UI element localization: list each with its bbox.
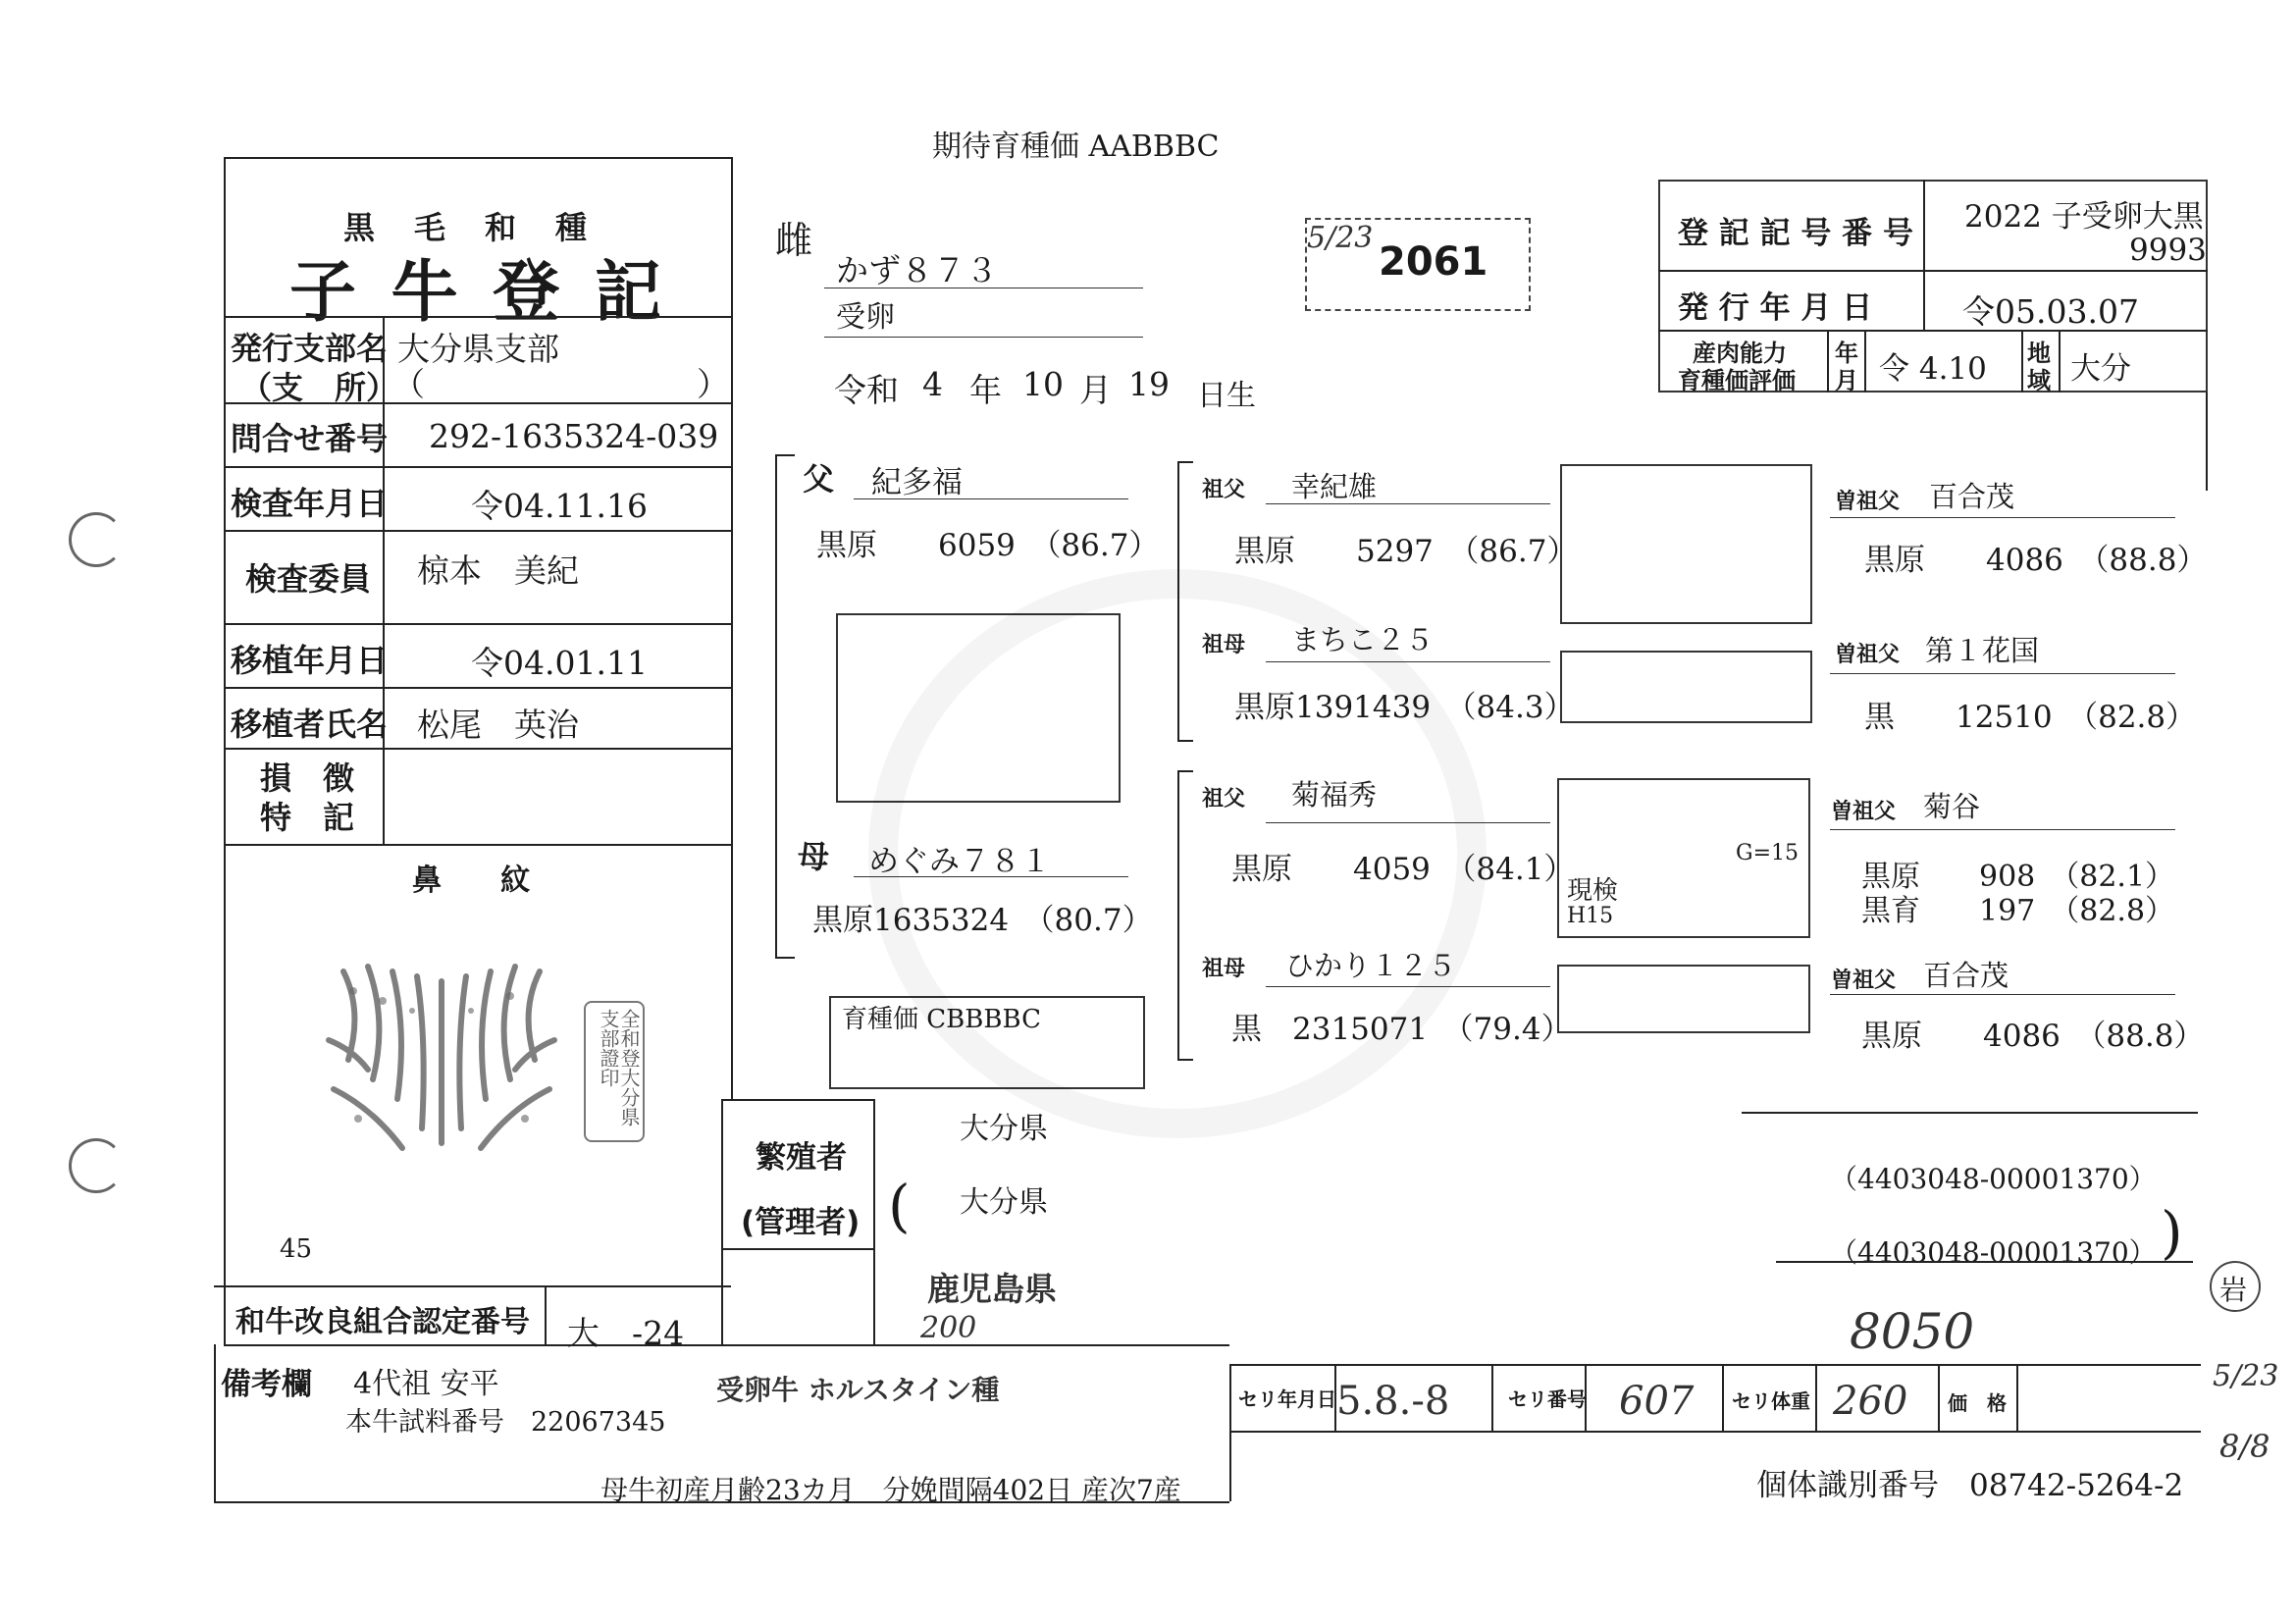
reg-value-1: 2022 子受卵大黒 (1964, 199, 2204, 235)
inquiry-number: 292-1635324-039 (429, 417, 719, 455)
gf2-underline (1266, 822, 1550, 823)
holstein-stamp: 受卵牛 ホルスタイン種 (716, 1374, 1000, 1406)
gf1-registration: 黒原 5297 （86.7） (1234, 534, 1578, 569)
ggf3-underline (1830, 829, 2175, 830)
divider (721, 1248, 873, 1250)
breeder-label: 繁殖者 (756, 1140, 847, 1176)
mother-name: めぐみ７８１ (868, 844, 1051, 879)
damage-label-2: 特 記 (260, 799, 355, 836)
birth-month-unit: 月 (1079, 371, 1112, 409)
birth-era: 令和 (834, 371, 899, 409)
divider (1229, 1364, 1231, 1431)
birth-day-unit: 日生 (1197, 379, 1256, 413)
ggf2-underline (1830, 673, 2175, 674)
father-registration: 黒原 6059 （86.7） (816, 528, 1160, 563)
remarks-line-2: 本牛試料番号 22067345 (345, 1407, 666, 1438)
divider (224, 623, 731, 625)
divider (2059, 330, 2061, 393)
auction-number-value: 607 (1619, 1379, 1695, 1424)
gm1-registration: 黒原1391439 （84.3） (1234, 690, 1575, 725)
margin-date-2: 8/8 (2219, 1428, 2270, 1465)
gf1-label: 祖父 (1202, 478, 1246, 502)
gf2-label: 祖父 (1202, 787, 1246, 812)
manager-id: （4403048-00001370） (1830, 1236, 2157, 1269)
binder-hole (69, 1138, 124, 1193)
inquiry-label: 問合せ番号 (231, 420, 389, 457)
page-title: 子 牛 登 記 (289, 254, 668, 332)
ggf1-underline (1830, 517, 2175, 518)
ggf1-name: 百合茂 (1929, 480, 2015, 513)
divider (1776, 1261, 2193, 1263)
ym-label: 年 (1835, 340, 1858, 367)
gm2-registration: 黒 2315071 （79.4） (1231, 1012, 1572, 1047)
gf2-name: 菊福秀 (1291, 778, 1378, 812)
manager-prefecture: 大分県 (960, 1185, 1048, 1220)
divider (214, 1285, 731, 1287)
divider (224, 748, 731, 750)
gm1-underline (1266, 661, 1550, 662)
animal-type: 受卵 (836, 300, 895, 335)
auction-date-value: 5.8.-8 (1336, 1379, 1450, 1424)
divider (224, 466, 731, 468)
ggf1-label: 曽祖父 (1835, 490, 1901, 514)
divider (1658, 270, 2208, 272)
expected-breeding-value: 期待育種価 AABBBC (932, 130, 1220, 164)
type-underline (824, 337, 1143, 338)
sex-label: 雌 (775, 219, 813, 262)
ggf3-label: 曽祖父 (1831, 800, 1897, 824)
gf1-name: 幸紀雄 (1291, 470, 1378, 503)
gf2-registration: 黒原 4059 （84.1） (1231, 852, 1575, 887)
margin-circle-stamp (2210, 1261, 2261, 1312)
remarks-line-1: 4代祖 安平 (353, 1367, 499, 1401)
auction-bottom (1229, 1431, 2201, 1433)
frame-left (224, 157, 226, 1344)
breeder-paren-open: ( (888, 1173, 911, 1239)
branch-paren-open: （ (392, 365, 425, 403)
seal-text: 全和登大分県支部證印 (597, 1009, 641, 1126)
reg-label: 登 記 記 号 番 号 (1678, 216, 1913, 251)
gm2-box (1557, 965, 1810, 1033)
manager-label: (管理者) (741, 1205, 861, 1240)
breeder-id: （4403048-00001370） (1830, 1163, 2157, 1195)
kagoshima-stamp: 鹿児島県 (927, 1270, 1057, 1308)
auction-weight-value: 260 (1833, 1379, 1908, 1424)
binder-hole (69, 512, 124, 567)
ggf4-name: 百合茂 (1923, 959, 2009, 992)
gm1-label: 祖母 (1202, 633, 1246, 657)
father-label: 父 (803, 460, 835, 497)
transplant-date-value: 令04.01.11 (471, 644, 648, 682)
branch-seal (584, 1001, 645, 1142)
ggf2-label: 曽祖父 (1835, 643, 1901, 667)
branch-paren-close: ） (697, 365, 729, 403)
breeding-value: 育種価 CBBBBC (842, 1005, 1041, 1034)
union-number: 大 -24 (567, 1314, 685, 1352)
divider (1815, 1364, 1817, 1431)
divider (224, 844, 731, 846)
branch-label-sub: （支 所） (240, 369, 398, 406)
g15-text: G=15 (1736, 841, 1800, 865)
inspect-date-value: 令04.11.16 (471, 487, 648, 525)
auction-price-label: 価 格 (1948, 1391, 2007, 1415)
divider (224, 402, 731, 404)
auction-number-label: セリ番号 (1508, 1387, 1587, 1411)
individual-id: 個体識別番号 08742-5264-2 (1756, 1468, 2184, 1503)
birth-year: 4 (922, 365, 943, 403)
h15-text: H15 (1567, 904, 1614, 928)
breeder-paren-close: ) (2161, 1199, 2183, 1266)
father-name: 紀多福 (871, 465, 963, 500)
gf1-underline (1266, 503, 1550, 504)
mother-label: 母 (798, 838, 830, 875)
stamp-handwriting: 5/23 (1307, 221, 1374, 255)
inspector-value: 椋本 美紀 (417, 551, 579, 590)
divider (224, 687, 731, 689)
frame-right (2206, 393, 2208, 491)
region-value: 大分 (2070, 351, 2131, 387)
issue-label: 発 行 年 月 日 (1678, 290, 1873, 326)
meat-label: 産肉能力 (1693, 340, 1787, 367)
label-column-divider (383, 316, 385, 846)
divider (1491, 1364, 1493, 1431)
nose-print-image (314, 952, 569, 1163)
branch-label: 発行支部名 (231, 330, 389, 367)
remarks-footer: 母牛初産月齢23カ月 分娩間隔402日 産次7産 (600, 1474, 1181, 1506)
handwritten-200: 200 (920, 1311, 977, 1345)
birth-day: 19 (1128, 365, 1170, 403)
reg-value-2: 9993 (2129, 233, 2207, 268)
gf1-photo-box (1560, 464, 1812, 624)
parent-bracket (775, 454, 795, 959)
nose-print-label: 鼻 紋 (412, 864, 530, 898)
issue-date: 令05.03.07 (1962, 292, 2139, 331)
divider (224, 316, 731, 318)
stamp-number: 2061 (1379, 239, 1488, 285)
branch-value: 大分県支部 (397, 330, 559, 368)
auction-top (1229, 1364, 2201, 1366)
breed-title: 黒 毛 和 種 (343, 209, 592, 246)
gm2-name: ひかり１２５ (1285, 949, 1457, 982)
ggf3-registration-2: 黒育 197 （82.8） (1861, 894, 2175, 928)
frame-divider (731, 157, 733, 1099)
genken-text: 現検 (1567, 876, 1619, 906)
gm1-name: まちこ２５ (1291, 623, 1435, 656)
divider (1742, 1112, 2198, 1114)
divider (2016, 1364, 2018, 1431)
frame-top-left (224, 157, 731, 159)
margin-date-1: 5/23 (2213, 1359, 2279, 1393)
transplant-date-label: 移植年月日 (231, 642, 389, 679)
birth-year-unit: 年 (969, 371, 1002, 409)
transplanter-label: 移植者氏名 (231, 706, 389, 743)
damage-label: 損 徴 (260, 759, 355, 797)
margin-circle-char: 岩 (2219, 1274, 2248, 1306)
frame-remarks-top (224, 1344, 1229, 1346)
divider (873, 1099, 875, 1344)
ggf3-name: 菊谷 (1923, 790, 1981, 823)
breeder-prefecture: 大分県 (960, 1112, 1048, 1146)
divider (721, 1099, 723, 1344)
transplanter-value: 松尾 英治 (417, 706, 579, 744)
divider (1864, 330, 1866, 393)
divider (1938, 1364, 1940, 1431)
animal-name: かず８７３ (836, 251, 998, 289)
region-label: 地 (2027, 340, 2051, 367)
ggf4-underline (1830, 994, 2175, 995)
divider (2021, 330, 2023, 393)
father-underline (854, 498, 1128, 499)
ggf4-registration: 黒原 4086 （88.8） (1861, 1019, 2205, 1054)
ggf2-registration: 黒 12510 （82.8） (1864, 700, 2197, 735)
divider (224, 530, 731, 532)
meat-label-2: 育種価評価 (1678, 367, 1796, 394)
handwritten-8050: 8050 (1850, 1303, 1975, 1360)
union-divider (545, 1285, 547, 1344)
divider (721, 1099, 873, 1101)
auction-date-label: セリ年月日 (1238, 1387, 1336, 1411)
nose-print-number: 45 (280, 1234, 313, 1264)
inspector-label: 検査委員 (245, 560, 372, 598)
mother-registration: 黒原1635324 （80.7） (812, 903, 1153, 938)
ym-value: 令 4.10 (1879, 351, 1987, 387)
gm2-label: 祖母 (1202, 957, 1246, 981)
registry-divider (1923, 180, 1925, 330)
frame-remarks-left (214, 1344, 216, 1501)
union-label: 和牛改良組合認定番号 (235, 1305, 530, 1339)
region-label-2: 域 (2027, 367, 2051, 394)
birth-month: 10 (1022, 365, 1064, 403)
auction-weight-label: セリ体重 (1732, 1389, 1810, 1413)
gm1-box (1560, 651, 1812, 723)
ggf2-name: 第１花国 (1925, 634, 2040, 667)
ggf3-registration-1: 黒原 908 （82.1） (1861, 860, 2175, 894)
paternal-bracket (1177, 461, 1193, 742)
ggf4-label: 曽祖父 (1831, 969, 1897, 993)
inspect-date-label: 検査年月日 (231, 485, 389, 522)
divider (1722, 1364, 1724, 1431)
maternal-bracket (1177, 770, 1193, 1061)
ym-label-2: 月 (1835, 367, 1858, 394)
gf2-info-box (1557, 778, 1810, 938)
divider (1827, 330, 1829, 393)
ggf1-registration: 黒原 4086 （88.8） (1864, 543, 2208, 578)
gm2-underline (1266, 986, 1550, 987)
remarks-label: 備考欄 (221, 1367, 312, 1402)
